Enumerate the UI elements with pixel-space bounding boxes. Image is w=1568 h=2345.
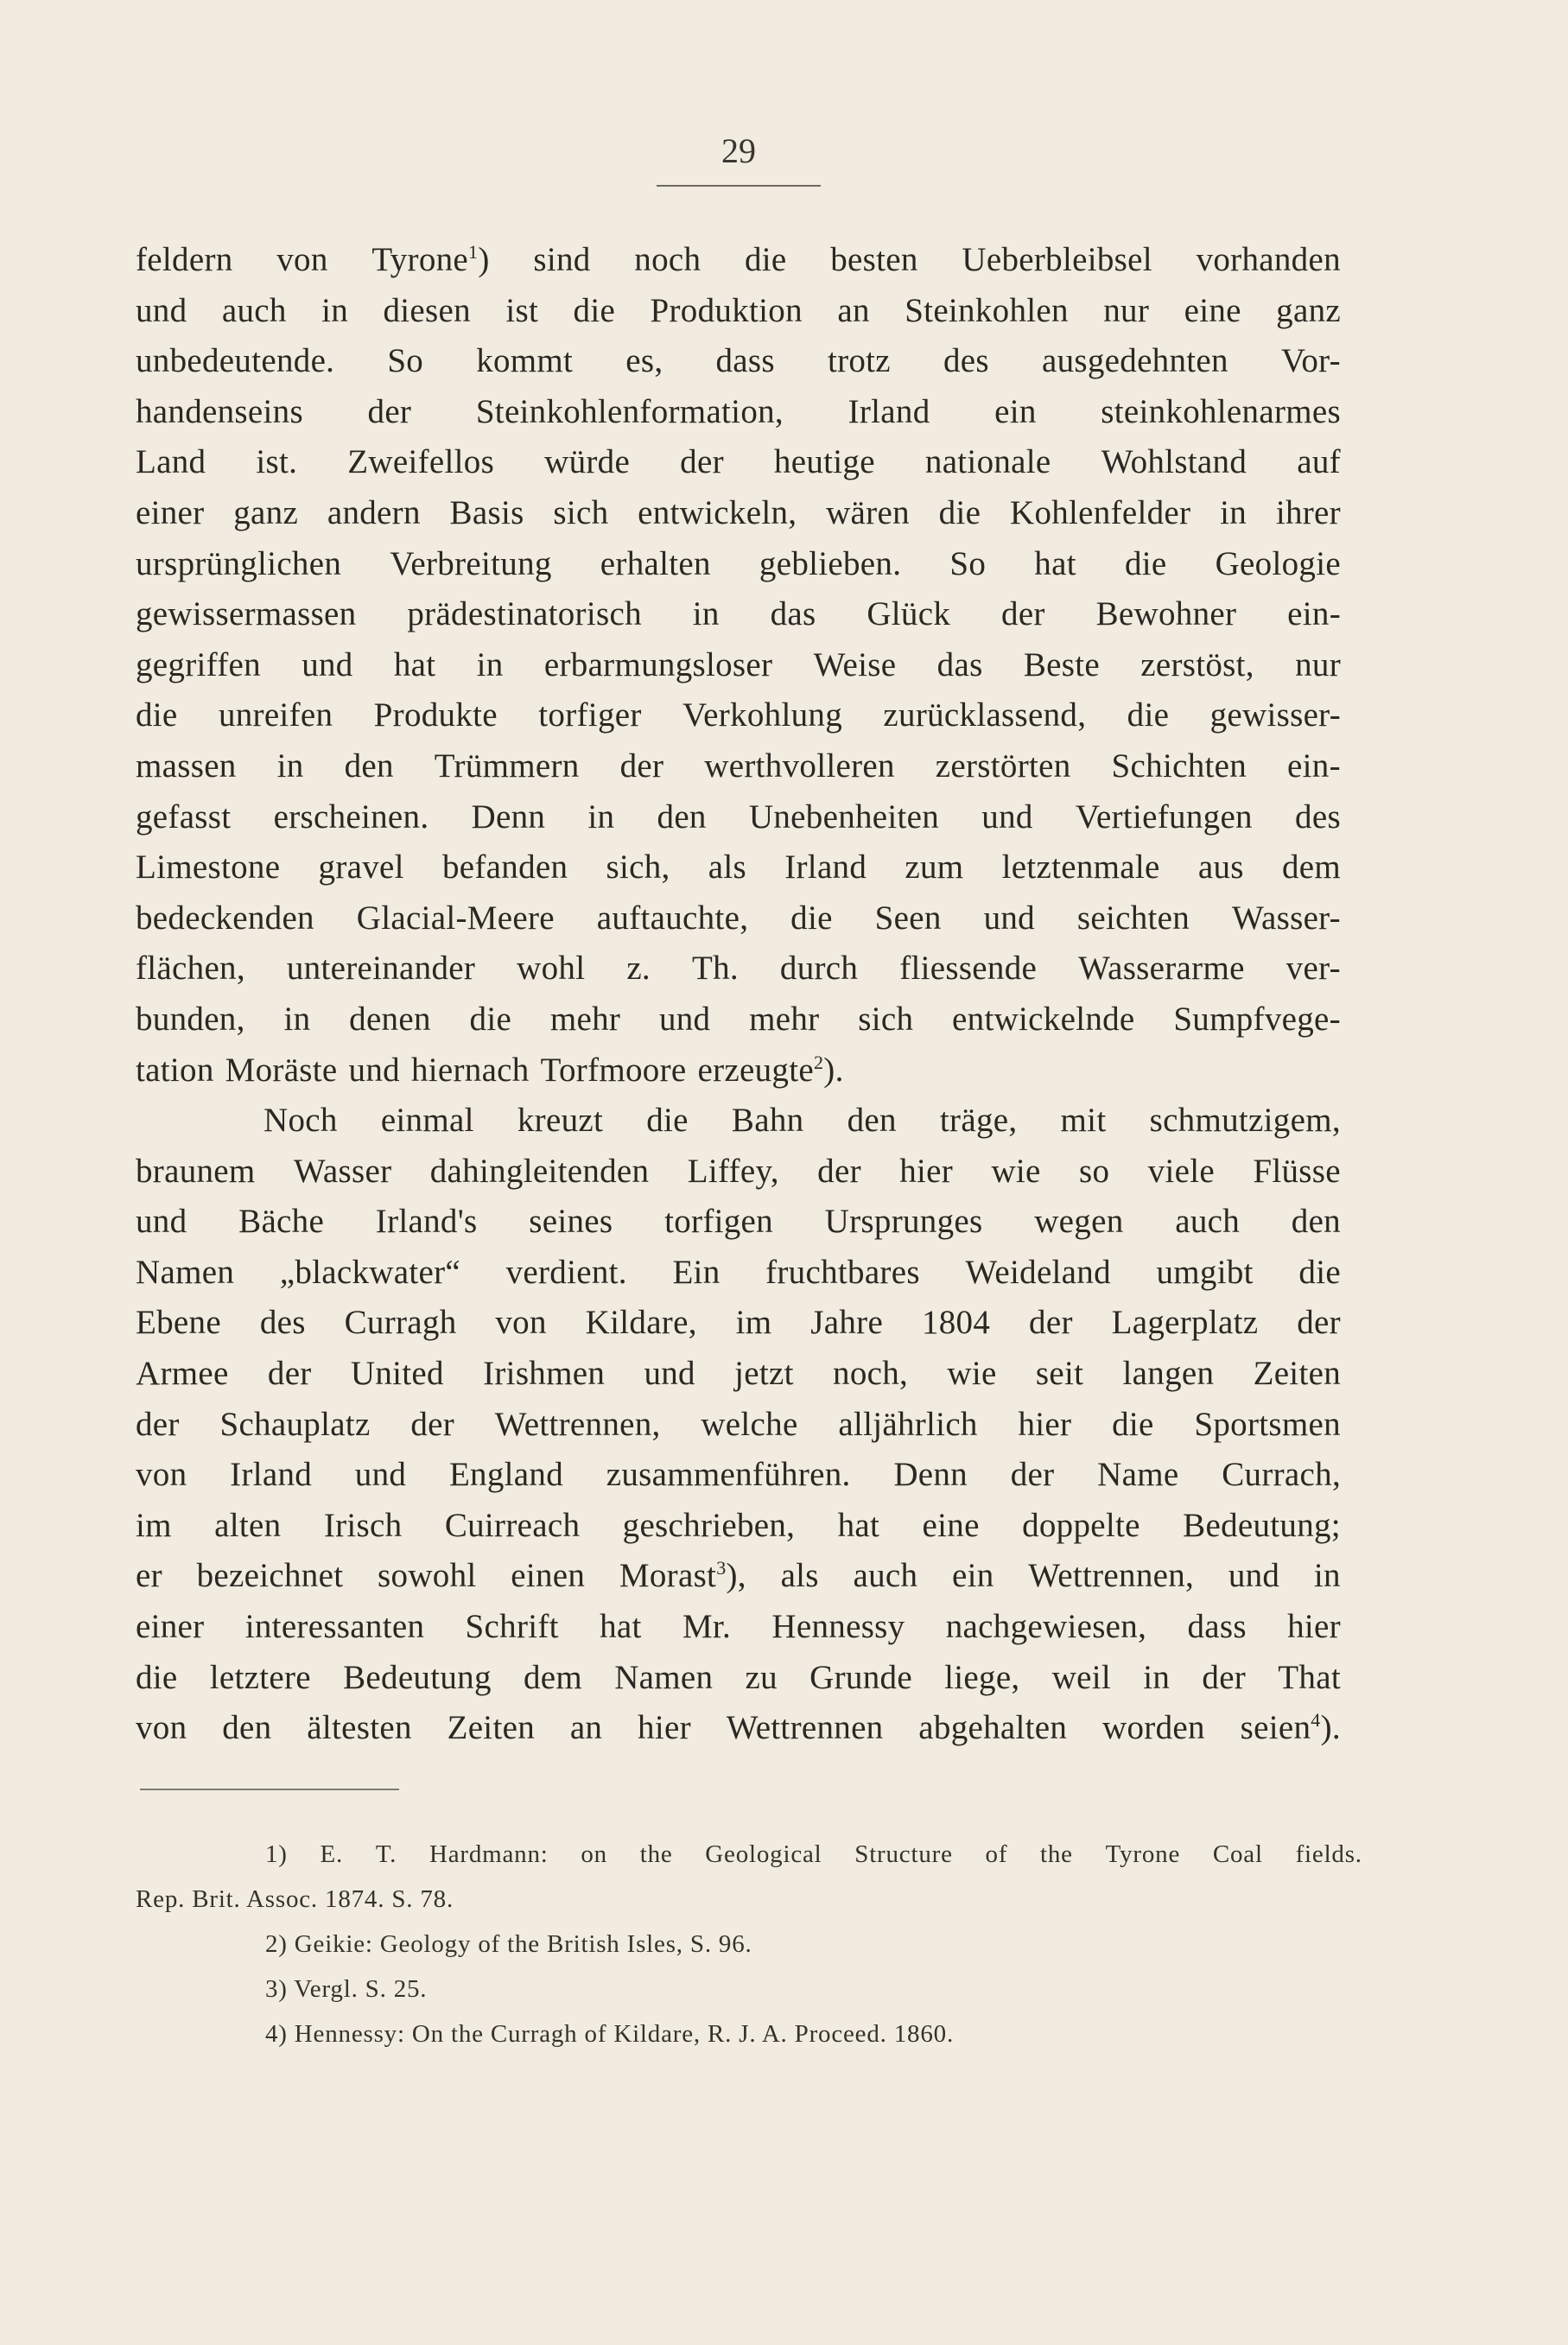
page-number: 29 bbox=[721, 131, 756, 170]
text-line: einer interessanten Schrift hat Mr. Hennessy nachgewiesen, dass hier bbox=[136, 1608, 1341, 1646]
text-line: bedeckenden Glacial-Meere auftauchte, die Seen und seichten Wasser- bbox=[136, 899, 1341, 937]
footnote-line: 4) Hennessy: On the Curragh of Kildare, R. J. A. Proceed. 1860. bbox=[265, 2020, 955, 2048]
footnotes bbox=[136, 1832, 1362, 2056]
main-text bbox=[136, 235, 1341, 1754]
footnote-line: 2) Geikie: Geology of the British Isles, S. 96. bbox=[265, 1930, 752, 1958]
header-rule bbox=[657, 185, 821, 187]
text-line: im alten Irisch Cuirreach geschrieben, hat eine doppelte Bedeutung; bbox=[136, 1506, 1341, 1544]
text-line: Armee der United Irishmen und jetzt noch, wie seit langen Zeiten bbox=[136, 1355, 1341, 1393]
text-line: und Bäche Irland's seines torfigen Ursprunges wegen auch den bbox=[136, 1203, 1341, 1241]
text-line: bunden, in denen die mehr und mehr sich entwickelnde Sumpfvege- bbox=[136, 1000, 1341, 1038]
text-line: der Schauplatz der Wettrennen, welche alljährlich hier die Sportsmen bbox=[136, 1405, 1341, 1443]
text-line: die letztere Bedeutung dem Namen zu Grunde liege, weil in der That bbox=[136, 1658, 1341, 1696]
text-line: Noch einmal kreuzt die Bahn den träge, mit schmutzigem, bbox=[263, 1102, 1341, 1140]
text-line: die unreifen Produkte torfiger Verkohlung zurücklassend, die gewisser- bbox=[136, 696, 1341, 734]
text-line: einer ganz andern Basis sich entwickeln, wären die Kohlenfelder in ihrer bbox=[136, 493, 1341, 531]
text-line: handenseins der Steinkohlenformation, Irland ein steinkohlenarmes bbox=[136, 392, 1341, 430]
text-line: Land ist. Zweifellos würde der heutige nationale Wohlstand auf bbox=[136, 443, 1341, 481]
text-line: er bezeichnet sowohl einen Morast$^3$), als auch ein Wettrennen, und in bbox=[136, 1557, 1341, 1595]
text-line: von den ältesten Zeiten an hier Wettrennen abgehalten worden seien$^4$). bbox=[136, 1709, 1341, 1747]
text-line: flächen, untereinander wohl z. Th. durch fliessende Wasserarme ver- bbox=[136, 950, 1341, 988]
text-line: ursprünglichen Verbreitung erhalten geblieben. So hat die Geologie bbox=[136, 544, 1341, 582]
text-line: Namen „blackwater“ verdient. Ein fruchtbares Weideland umgibt die bbox=[136, 1253, 1341, 1291]
footnote-line: Rep. Brit. Assoc. 1874. S. 78. bbox=[136, 1885, 454, 1913]
text-line: und auch in diesen ist die Produktion an Steinkohlen nur eine ganz bbox=[136, 291, 1341, 329]
footnote-separator bbox=[140, 1789, 399, 1790]
text-line: von Irland und England zusammenführen. Denn der Name Currach, bbox=[136, 1456, 1341, 1494]
text-line: gefasst erscheinen. Denn in den Unebenheiten und Vertiefungen des bbox=[136, 798, 1341, 836]
text-line: feldern von Tyrone$^1$) sind noch die besten Ueberbleibsel vorhanden bbox=[136, 241, 1341, 278]
text-line: gewissermassen prädestinatorisch in das Glück der Bewohner ein- bbox=[136, 595, 1341, 633]
text-line: unbedeutende. So kommt es, dass trotz des ausgedehnten Vor- bbox=[136, 342, 1341, 380]
text-line: braunem Wasser dahingleitenden Liffey, der hier wie so viele Flüsse bbox=[136, 1152, 1341, 1190]
text-line: massen in den Trümmern der werthvolleren zerstörten Schichten ein- bbox=[136, 747, 1341, 785]
text-line: Limestone gravel befanden sich, als Irland zum letztenmale aus dem bbox=[136, 848, 1341, 887]
footnote-line: 1) E. T. Hardmann: on the Geological Structure of the Tyrone Coal fields. bbox=[265, 1840, 1362, 1868]
footnote-line: 3) Vergl. S. 25. bbox=[265, 1975, 428, 2003]
text-line: tation Moräste und hiernach Torfmoore erzeugte$^2$). bbox=[136, 1051, 844, 1089]
text-line: Ebene des Curragh von Kildare, im Jahre 1804 der Lagerplatz der bbox=[136, 1304, 1341, 1342]
text-line: gegriffen und hat in erbarmungsloser Weise das Beste zerstöst, nur bbox=[136, 645, 1341, 683]
